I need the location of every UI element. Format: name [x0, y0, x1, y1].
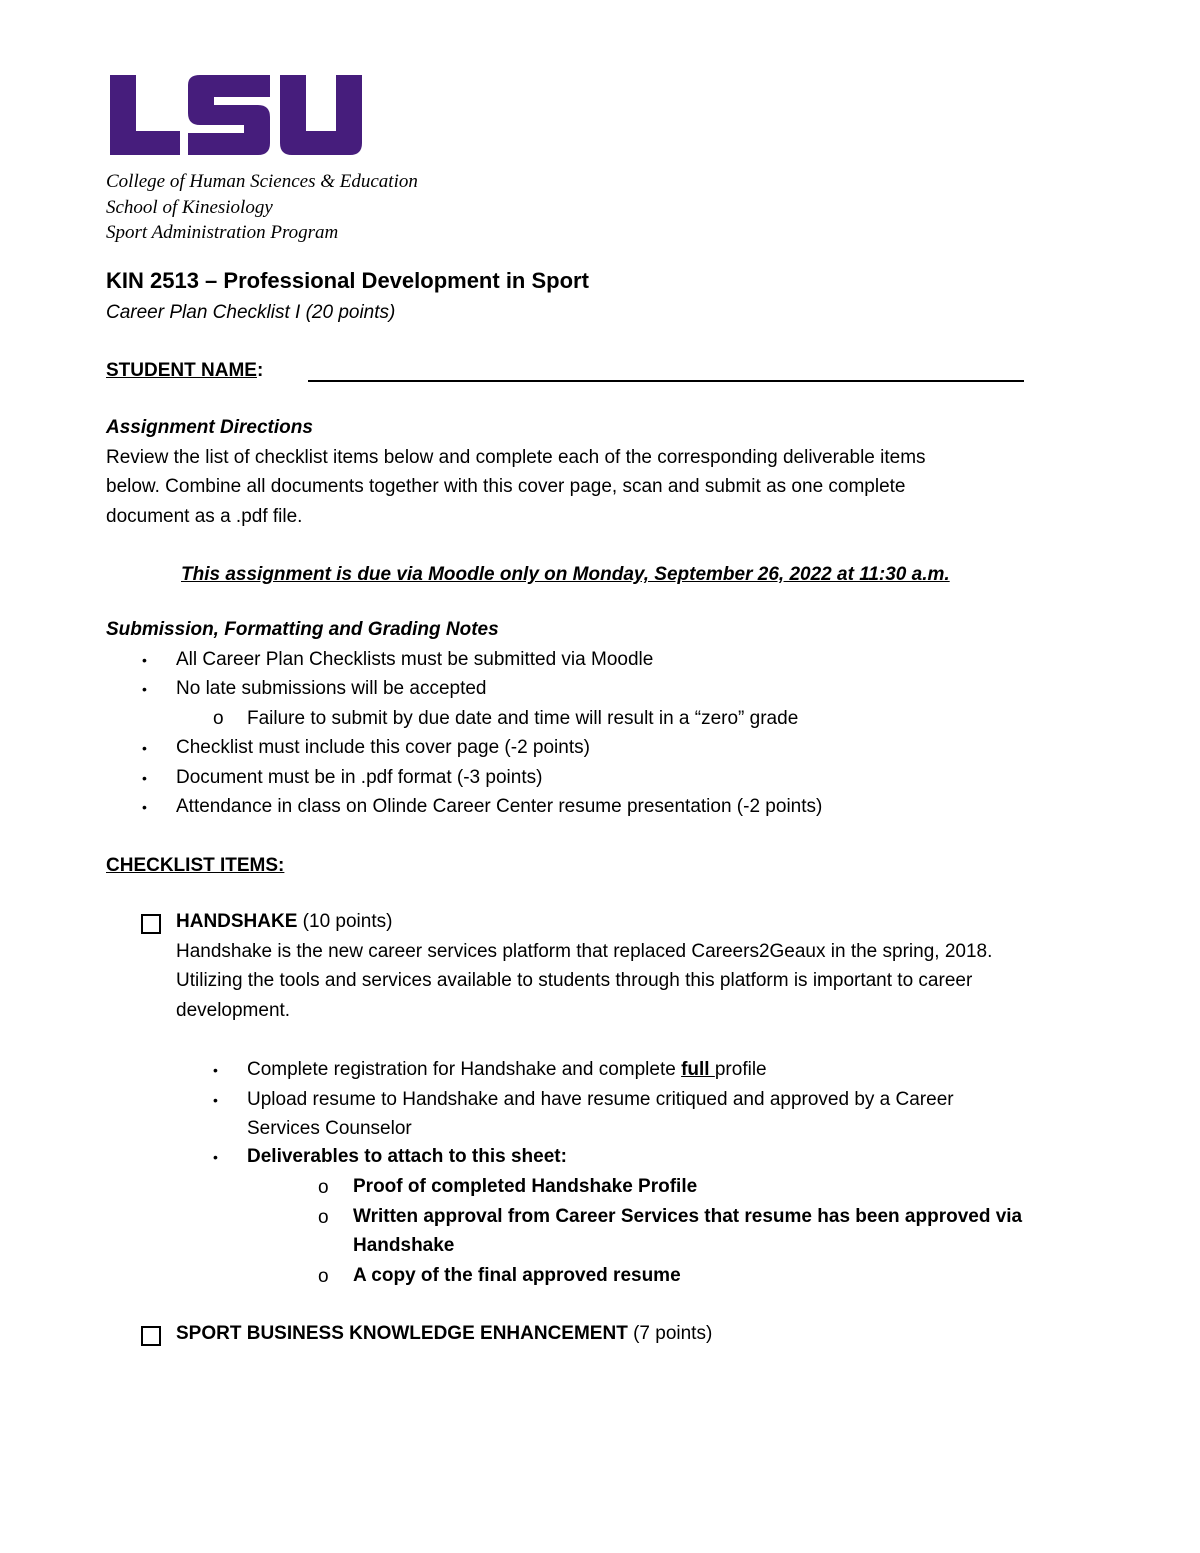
handshake-step-upload: Upload resume to Handshake and have resume critiqued and approved by a Career — [247, 1089, 954, 1110]
sub-bullet-icon: o — [318, 1207, 329, 1228]
directions-line-3: document as a .pdf file. — [106, 506, 303, 527]
handshake-desc-line: Utilizing the tools and services available to students through this platform is important to career — [176, 970, 973, 991]
bullet-icon: • — [142, 740, 147, 756]
due-date-notice: This assignment is due via Moodle only on Monday, September 26, 2022 at 11:30 a.m. — [181, 564, 950, 585]
bullet-icon: • — [213, 1149, 218, 1165]
handshake-step-registration: Complete registration for Handshake and complete full profile — [247, 1059, 767, 1080]
deliverable-item: Written approval from Career Services that resume has been approved via — [353, 1206, 1023, 1227]
sub-bullet-icon: o — [318, 1266, 329, 1287]
bullet-icon: • — [213, 1062, 218, 1078]
sport-business-title: SPORT BUSINESS KNOWLEDGE ENHANCEMENT (7 points) — [176, 1323, 713, 1344]
notes-heading: Submission, Formatting and Grading Notes — [106, 619, 499, 640]
college-name: College of Human Sciences & Education — [106, 171, 418, 192]
sport-business-checkbox[interactable] — [141, 1326, 161, 1346]
sub-bullet-icon: o — [318, 1177, 329, 1198]
deliverable-item: Proof of completed Handshake Profile — [353, 1176, 698, 1197]
bullet-icon: • — [142, 799, 147, 815]
directions-line-1: Review the list of checklist items below and complete each of the corresponding deliverable items — [106, 447, 926, 468]
note-item: Document must be in .pdf format (-3 points) — [176, 767, 543, 788]
sub-bullet-icon: o — [213, 708, 224, 729]
note-item: No late submissions will be accepted — [176, 678, 487, 699]
directions-line-2: below. Combine all documents together with this cover page, scan and submit as one complete — [106, 476, 906, 497]
lsu-logo — [110, 75, 362, 155]
checklist-heading: CHECKLIST ITEMS: — [106, 855, 285, 876]
bullet-icon: • — [142, 652, 147, 668]
bullet-icon: • — [142, 770, 147, 786]
directions-heading: Assignment Directions — [106, 417, 313, 438]
course-subtitle: Career Plan Checklist I (20 points) — [106, 302, 396, 323]
deliverable-item: A copy of the final approved resume — [353, 1265, 681, 1286]
handshake-title: HANDSHAKE (10 points) — [176, 911, 393, 932]
note-item: Checklist must include this cover page (-2 points) — [176, 737, 590, 758]
student-name-label: STUDENT NAME: — [106, 360, 264, 381]
handshake-checkbox[interactable] — [141, 914, 161, 934]
note-item: Attendance in class on Olinde Career Center resume presentation (-2 points) — [176, 796, 823, 817]
handshake-desc-line: Handshake is the new career services platform that replaced Careers2Geaux in the spring, 2018. — [176, 941, 993, 962]
note-item: All Career Plan Checklists must be submitted via Moodle — [176, 649, 654, 670]
bullet-icon: • — [213, 1092, 218, 1108]
note-subitem: Failure to submit by due date and time will result in a “zero” grade — [247, 708, 799, 729]
handshake-desc-line: development. — [176, 1000, 291, 1021]
handshake-step-upload-cont: Services Counselor — [247, 1118, 412, 1139]
course-title: KIN 2513 – Professional Development in Sport — [106, 268, 589, 293]
bullet-icon: • — [142, 681, 147, 697]
school-name: School of Kinesiology — [106, 197, 273, 218]
student-name-line — [308, 380, 1024, 382]
program-name: Sport Administration Program — [106, 222, 339, 243]
deliverables-heading: Deliverables to attach to this sheet: — [247, 1146, 567, 1167]
deliverable-item-cont: Handshake — [353, 1235, 455, 1256]
